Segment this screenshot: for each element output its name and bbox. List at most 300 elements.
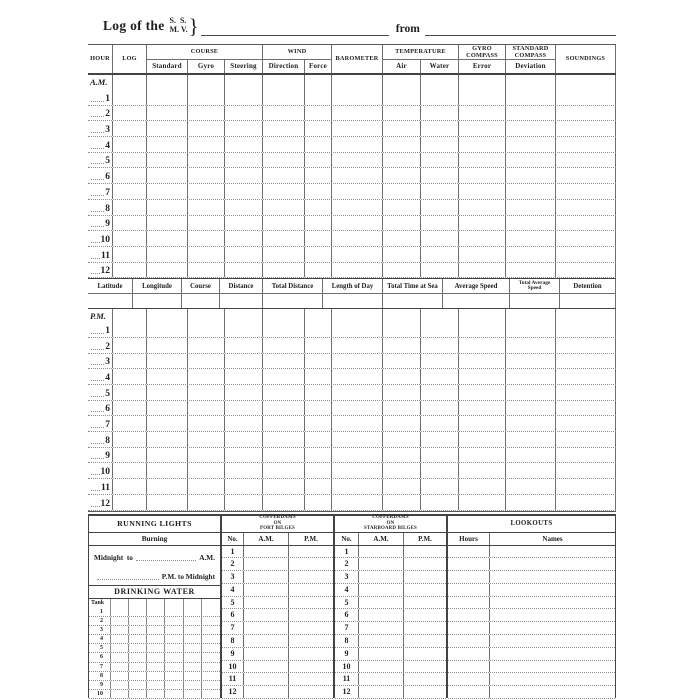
wind-force-cell: [305, 322, 332, 337]
course-steering-cell: [225, 263, 263, 278]
course-steering-cell: [225, 153, 263, 168]
tank-cell: [147, 635, 165, 643]
cofferdam-row: 8: [335, 635, 446, 648]
running-lights-title: RUNNING LIGHTS: [89, 516, 220, 533]
hour-number-cell: 5: [88, 153, 113, 168]
course-gyro-cell: [188, 106, 225, 121]
temp-water-cell: [421, 495, 459, 510]
temp-air-cell: [383, 216, 421, 231]
gyro-error-cell: [459, 153, 506, 168]
wind-force-cell: [305, 416, 332, 431]
pm-cell: [289, 673, 333, 685]
barometer-cell: [332, 463, 383, 478]
barometer-cell: [332, 200, 383, 215]
hour-row: [88, 416, 616, 432]
course-standard-cell: [147, 354, 188, 369]
dot-leader: [91, 349, 104, 350]
am-cell: [359, 584, 404, 596]
course-steering-cell: [225, 137, 263, 152]
hour-number-cell: 6: [88, 401, 113, 416]
tank-cell: [129, 672, 147, 680]
temp-water-cell: [421, 369, 459, 384]
log-cell: [113, 338, 147, 353]
tank-cell: [147, 644, 165, 652]
vessel-prefix-stack: [170, 16, 188, 36]
temp-water-cell: [421, 322, 459, 337]
lookouts-title: LOOKOUTS: [448, 516, 615, 533]
log-cell: [113, 495, 147, 510]
temp-water-cell: [421, 90, 459, 105]
wind-force-cell: [305, 338, 332, 353]
temp-air-cell: [383, 338, 421, 353]
compass-deviation-cell: [506, 401, 556, 416]
wind-direction-cell: [263, 263, 305, 278]
barometer-cell: [332, 184, 383, 199]
tank-cell: [202, 608, 220, 616]
cofferdam-row: 6: [222, 609, 333, 622]
tank-cell: [165, 672, 183, 680]
dot-leader: [91, 443, 104, 444]
log-cell: [113, 416, 147, 431]
course-gyro-cell: [188, 200, 225, 215]
compass-deviation-cell: [506, 121, 556, 136]
hour-row: [88, 231, 616, 247]
tank-row: 7: [89, 663, 220, 672]
tank-cell: [184, 690, 202, 698]
soundings-cell: [556, 401, 616, 416]
am-cell: [359, 609, 404, 621]
direction-column-header: Direction: [263, 60, 305, 73]
tank-cell: [147, 672, 165, 680]
pm-cell: [404, 648, 446, 660]
course-gyro-cell: [188, 137, 225, 152]
tank-cell: [147, 653, 165, 661]
soundings-cell: [556, 416, 616, 431]
wind-direction-cell: [263, 106, 305, 121]
log-cell: [113, 153, 147, 168]
soundings-cell: [556, 432, 616, 447]
dot-leader: [91, 411, 104, 412]
hours-cell: [448, 648, 490, 660]
course-steering-cell: [225, 247, 263, 262]
soundings-cell: [556, 247, 616, 262]
wind-direction-cell: [263, 247, 305, 262]
hour-row: [88, 338, 616, 354]
cofferdam-row: 5: [335, 597, 446, 610]
wind-direction-cell: [263, 354, 305, 369]
course-gyro-cell: [188, 369, 225, 384]
pm-cell: [289, 584, 333, 596]
gyro-error-cell: [459, 137, 506, 152]
hour-row: [88, 121, 616, 137]
tank-cell: [129, 681, 147, 689]
pm-to-midnight-label: P.M. to Midnight: [161, 572, 215, 582]
soundings-cell: [556, 121, 616, 136]
course-standard-cell: [147, 463, 188, 478]
course-gyro-cell: [188, 153, 225, 168]
tank-header-row: [89, 599, 220, 608]
temp-water-cell: [421, 200, 459, 215]
course-standard-cell: [147, 416, 188, 431]
barometer-cell: [332, 137, 383, 152]
hours-cell: [448, 558, 490, 570]
tank-row: 1: [89, 608, 220, 617]
vessel-prefix-mv: M. V.: [169, 25, 188, 34]
temp-water-cell: [421, 448, 459, 463]
wind-force-cell: [305, 448, 332, 463]
hour-number-cell: 4: [88, 369, 113, 384]
course-standard-cell: [147, 106, 188, 121]
course-steering-cell: [225, 184, 263, 199]
from-blank-line: [425, 35, 616, 36]
bottom-section: [88, 514, 616, 698]
log-cell: [113, 322, 147, 337]
barometer-cell: [332, 448, 383, 463]
pm-hour-table: [88, 309, 616, 511]
tank-row: 3: [89, 626, 220, 635]
soundings-cell: [556, 463, 616, 478]
pm-cell: [289, 597, 333, 609]
dot-leader: [91, 242, 100, 243]
hours-cell: [448, 661, 490, 673]
gyro-error-cell: [459, 416, 506, 431]
temp-air-cell: [383, 479, 421, 494]
tank-cell: [111, 644, 129, 652]
hour-row: [88, 369, 616, 385]
soundings-cell: [556, 231, 616, 246]
names-cell: [490, 597, 615, 609]
tank-cell: [165, 653, 183, 661]
compass-deviation-cell: [506, 153, 556, 168]
pm-cell: [289, 558, 333, 570]
compass-deviation-cell: [506, 432, 556, 447]
tank-cell: [202, 635, 220, 643]
gyro-error-cell: [459, 432, 506, 447]
tank-row: 8: [89, 672, 220, 681]
log-cell: [113, 432, 147, 447]
lookout-row: [448, 648, 615, 661]
pm-cell: [289, 546, 333, 558]
log-cell: [113, 121, 147, 136]
hour-row: [88, 184, 616, 200]
barometer-cell: [332, 385, 383, 400]
course-standard-cell: [147, 184, 188, 199]
gyro-error-cell: [459, 121, 506, 136]
am-cell: [359, 597, 404, 609]
cofferdams-starboard-title: COFFERDAMS ON STARBOARD BILGES: [335, 516, 446, 533]
hour-number-cell: 10: [88, 463, 113, 478]
air-column-header: Air: [383, 60, 421, 73]
am-label-row: [88, 75, 616, 90]
position-band-header: [88, 279, 616, 294]
temp-water-cell: [421, 168, 459, 183]
course-standard-cell: [147, 168, 188, 183]
compass-deviation-cell: [506, 385, 556, 400]
hours-cell: [448, 597, 490, 609]
hour-row: [88, 479, 616, 495]
dot-leader: [91, 506, 100, 507]
tank-cell: [202, 644, 220, 652]
compass-deviation-cell: [506, 354, 556, 369]
hour-number-cell: 4: [88, 137, 113, 152]
wind-force-cell: [305, 231, 332, 246]
temp-air-cell: [383, 231, 421, 246]
course-steering-cell: [225, 121, 263, 136]
course-standard-cell: [147, 369, 188, 384]
cofferdams-port-title: COFFERDAMS ON PORT BILGES: [222, 516, 333, 533]
gyro-error-cell: [459, 184, 506, 199]
wind-force-cell: [305, 463, 332, 478]
hours-column-header: Hours: [448, 533, 490, 545]
cofferdam-row: 9: [222, 648, 333, 661]
am-cell: [244, 584, 289, 596]
tank-cell: [202, 672, 220, 680]
am-cell: [244, 558, 289, 570]
wind-force-cell: [305, 153, 332, 168]
soundings-cell: [556, 184, 616, 199]
lookout-row: [448, 558, 615, 571]
tank-cell: [202, 663, 220, 671]
am-cell: [359, 661, 404, 673]
wind-direction-cell: [263, 463, 305, 478]
cofferdam-row: 1: [222, 546, 333, 559]
hour-row: [88, 168, 616, 184]
tank-cell: [202, 653, 220, 661]
wind-force-cell: [305, 184, 332, 199]
longitude-header: Longitude: [133, 279, 182, 293]
am-label: A.M.: [90, 77, 108, 87]
log-cell: [113, 479, 147, 494]
position-band-entry-row: [88, 294, 616, 309]
cofferdams-port-section: [220, 516, 333, 698]
wind-direction-cell: [263, 200, 305, 215]
am-cell: [244, 609, 289, 621]
cofferdam-row: 7: [222, 622, 333, 635]
tank-cell: [184, 644, 202, 652]
course-standard-cell: [147, 200, 188, 215]
pm-cell: [289, 635, 333, 647]
temp-air-cell: [383, 369, 421, 384]
drinking-water-title: DRINKING WATER: [89, 586, 220, 599]
names-cell: [490, 558, 615, 570]
barometer-cell: [332, 216, 383, 231]
barometer-cell: [332, 121, 383, 136]
temperature-group-header: TEMPERATURE: [383, 45, 459, 60]
log-cell: [113, 448, 147, 463]
gyro-error-cell: [459, 200, 506, 215]
course-standard-cell: [147, 338, 188, 353]
dot-leader: [91, 163, 104, 164]
gyro-error-cell: [459, 216, 506, 231]
gyro-error-cell: [459, 401, 506, 416]
dot-leader: [91, 132, 104, 133]
course-steering-cell: [225, 479, 263, 494]
lookout-row: [448, 584, 615, 597]
cofferdam-row: 12: [335, 686, 446, 699]
am-cell: [359, 635, 404, 647]
tank-cell: [147, 626, 165, 634]
hour-row: [88, 153, 616, 169]
log-cell: [113, 385, 147, 400]
temp-water-cell: [421, 106, 459, 121]
wind-direction-cell: [263, 369, 305, 384]
names-cell: [490, 635, 615, 647]
cofferdam-row: 2: [335, 558, 446, 571]
hour-number-cell: 7: [88, 184, 113, 199]
soundings-cell: [556, 106, 616, 121]
page-header: [88, 8, 616, 36]
am-cell: [359, 622, 404, 634]
cofferdams-starboard-section: [333, 516, 446, 698]
temp-water-cell: [421, 231, 459, 246]
pm-cell: [404, 622, 446, 634]
dot-leader: [91, 396, 104, 397]
barometer-cell: [332, 338, 383, 353]
lookout-row: [448, 635, 615, 648]
tank-cell: [111, 681, 129, 689]
brace-glyph: }: [188, 14, 199, 38]
pm-cell: [404, 571, 446, 583]
hour-row: [88, 448, 616, 464]
course-steering-cell: [225, 200, 263, 215]
compass-deviation-cell: [506, 90, 556, 105]
temp-water-cell: [421, 263, 459, 278]
names-cell: [490, 673, 615, 685]
hour-number-cell: 10: [88, 231, 113, 246]
barometer-cell: [332, 432, 383, 447]
am-cell: [244, 635, 289, 647]
wind-direction-cell: [263, 448, 305, 463]
temp-water-cell: [421, 432, 459, 447]
am-cell: [244, 648, 289, 660]
course-steering-cell: [225, 338, 263, 353]
hour-row: [88, 137, 616, 153]
hours-cell: [448, 571, 490, 583]
names-cell: [490, 661, 615, 673]
barometer-cell: [332, 479, 383, 494]
temp-water-cell: [421, 338, 459, 353]
temp-air-cell: [383, 385, 421, 400]
temp-water-cell: [421, 354, 459, 369]
temp-air-cell: [383, 416, 421, 431]
am-cell: [244, 597, 289, 609]
dot-leader: [91, 179, 104, 180]
dot-leader: [91, 116, 104, 117]
course-gyro-cell: [188, 479, 225, 494]
temp-water-cell: [421, 121, 459, 136]
tank-cell: [129, 626, 147, 634]
hour-row: [88, 354, 616, 370]
pm-cell: [289, 609, 333, 621]
hours-cell: [448, 546, 490, 558]
tank-cell: [202, 690, 220, 698]
log-cell: [113, 231, 147, 246]
pm-cell: [404, 686, 446, 698]
hour-number-cell: 2: [88, 106, 113, 121]
dot-leader: [91, 211, 104, 212]
hour-row: [88, 463, 616, 479]
temp-air-cell: [383, 121, 421, 136]
tank-cell: [147, 617, 165, 625]
barometer-column-header: BAROMETER: [332, 45, 383, 73]
barometer-cell: [332, 416, 383, 431]
force-column-header: Force: [305, 60, 332, 73]
detention-header: Detention: [560, 279, 616, 293]
temp-air-cell: [383, 106, 421, 121]
gyro-error-cell: [459, 168, 506, 183]
latitude-header: Latitude: [88, 279, 133, 293]
names-cell: [490, 546, 615, 558]
course-steering-cell: [225, 416, 263, 431]
am-cell: [244, 571, 289, 583]
wind-force-cell: [305, 137, 332, 152]
course-standard-cell: [147, 121, 188, 136]
tank-cell: [111, 626, 129, 634]
am-suffix-label: A.M.: [199, 553, 215, 563]
hour-number-cell: 8: [88, 432, 113, 447]
course-gyro-cell: [188, 354, 225, 369]
course-steering-cell: [225, 448, 263, 463]
barometer-cell: [332, 153, 383, 168]
gyro-error-cell: [459, 448, 506, 463]
cofferdam-row: 6: [335, 609, 446, 622]
lookout-row: [448, 609, 615, 622]
midnight-to-am-row: [89, 546, 220, 566]
tank-cell: [129, 617, 147, 625]
course-gyro-cell: [188, 385, 225, 400]
compass-deviation-cell: [506, 448, 556, 463]
compass-deviation-cell: [506, 479, 556, 494]
hours-cell: [448, 686, 490, 698]
hour-number-cell: 2: [88, 338, 113, 353]
course-steering-cell: [225, 432, 263, 447]
course-steering-cell: [225, 322, 263, 337]
tank-row: 10: [89, 690, 220, 699]
hour-number-cell: 1: [88, 90, 113, 105]
gyro-error-cell: [459, 90, 506, 105]
barometer-cell: [332, 106, 383, 121]
water-column-header: Water: [421, 60, 459, 73]
soundings-cell: [556, 479, 616, 494]
compass-deviation-cell: [506, 216, 556, 231]
log-cell: [113, 106, 147, 121]
wind-direction-cell: [263, 479, 305, 494]
course-steering-cell: [225, 231, 263, 246]
hour-row: [88, 263, 616, 279]
log-cell: [113, 401, 147, 416]
dot-leader: [91, 148, 104, 149]
course-gyro-cell: [188, 495, 225, 510]
pm-column-header: P.M.: [418, 534, 432, 543]
tank-row: 5: [89, 644, 220, 653]
soundings-column-header: SOUNDINGS: [556, 45, 616, 73]
wind-direction-cell: [263, 338, 305, 353]
barometer-cell: [332, 231, 383, 246]
hours-cell: [448, 635, 490, 647]
temp-air-cell: [383, 322, 421, 337]
hour-number-cell: 12: [88, 263, 113, 278]
hour-number-cell: 11: [88, 247, 113, 262]
wind-direction-cell: [263, 401, 305, 416]
dot-leader: [91, 490, 100, 491]
pm-label: P.M.: [90, 311, 106, 322]
pm-cell: [404, 673, 446, 685]
barometer-cell: [332, 168, 383, 183]
course-gyro-cell: [188, 322, 225, 337]
average-speed-header: Average Speed: [443, 279, 510, 293]
temp-water-cell: [421, 137, 459, 152]
wind-force-cell: [305, 121, 332, 136]
